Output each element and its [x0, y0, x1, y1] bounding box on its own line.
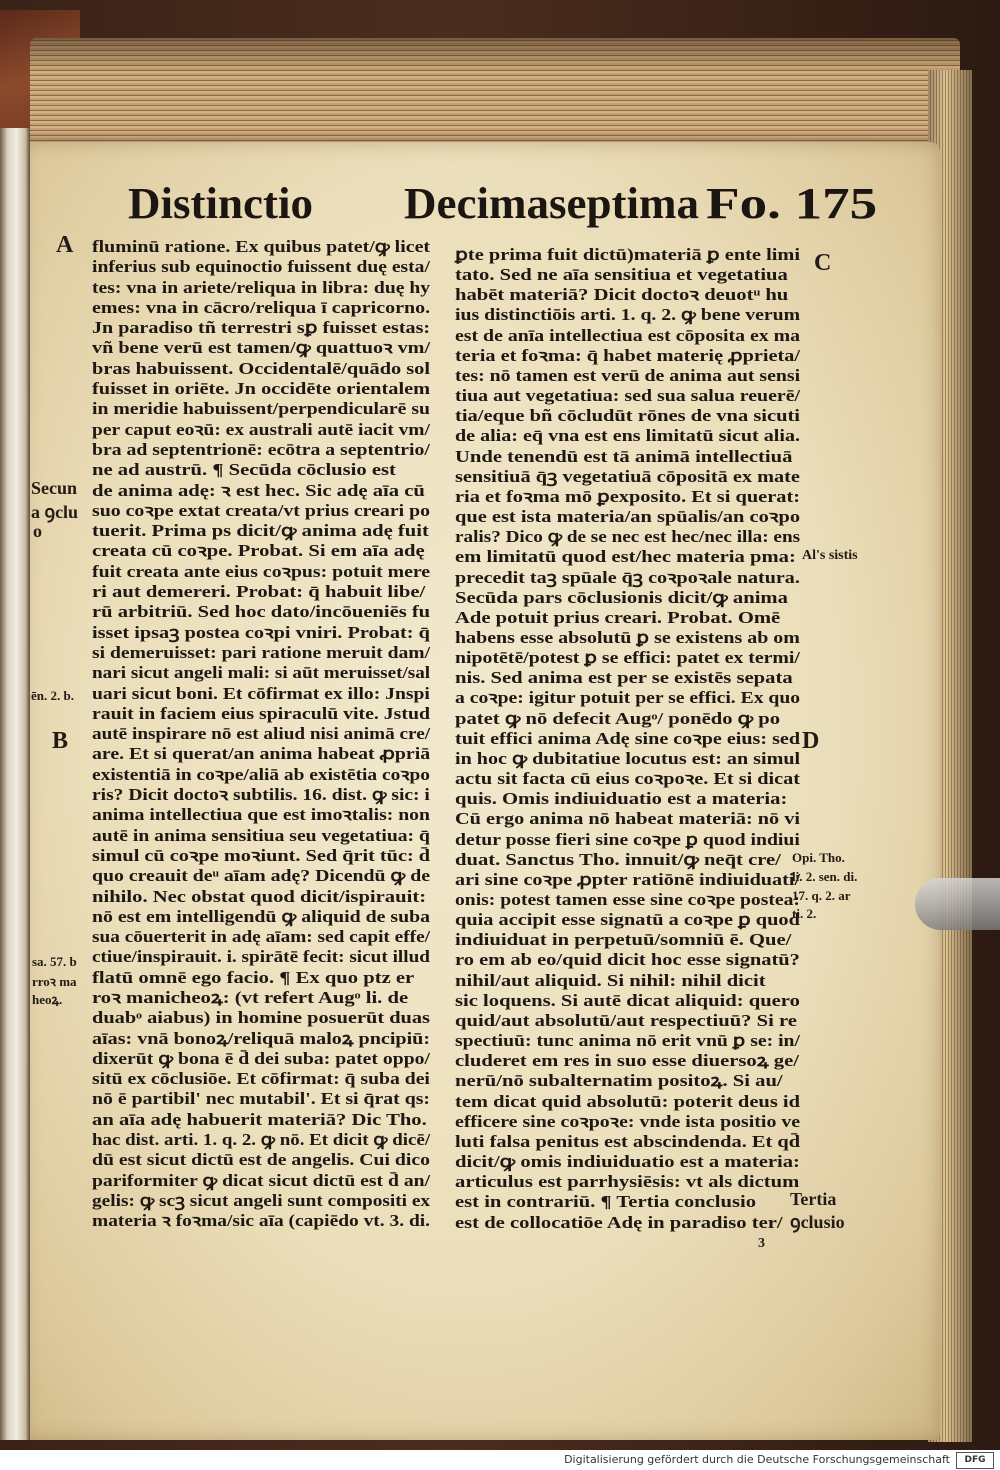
text-line: nō est em intelligendū ꝙ aliquid de suba	[92, 906, 431, 926]
text-line: existentiā in coꝛpe/aliā ab existētia coꝛpo	[92, 764, 431, 784]
text-line: que est ista materia/an spūalis/an coꝛpo	[455, 507, 801, 527]
dfg-logo: DFG	[956, 1452, 994, 1469]
text-line: suo coꝛpe extat creata/vt prius creari po	[92, 500, 431, 520]
text-line: roꝛ manicheoꝝ: (vt refert Augᵒ li. de	[92, 987, 409, 1007]
text-line: dixerūt ꝙ bona ē d̄ dei suba: patet oppo/	[92, 1048, 431, 1068]
text-line: indiuiduat in perpetuū/somniū ē. Que/	[455, 930, 792, 950]
digitization-footer	[0, 1450, 1000, 1470]
text-line: dicit/ꝙ omis indiuiduatio est a materia:	[455, 1152, 800, 1172]
text-line: nihil/aut aliquid. Si nihil: nihil dicit	[455, 970, 766, 990]
text-line: tia/eque bñ cōcludūt rōnes de vna sicuti	[455, 406, 801, 426]
running-title-decimaseptima: Decimaseptima	[404, 179, 700, 228]
text-line: est de collocatiōe Adę in paradiso ter/	[455, 1212, 783, 1232]
text-line: isset ipsaꝫ postea coꝛpi vniri. Probat: q̄	[92, 622, 430, 642]
text-line: ria et foꝛma mō ꝑexposito. Et si querat:	[455, 486, 801, 506]
left-text-column	[92, 237, 431, 1232]
text-line: quia accipit esse signatū a coꝛpe ꝑ quod	[455, 910, 800, 930]
marginal-note-error: rroꝛ ma	[32, 974, 77, 989]
page-clip	[915, 878, 1000, 930]
text-line: spectiuū: tunc anima nō erit vnū ꝑ se: in/	[455, 1031, 800, 1051]
text-line: nō ē partibil' nec mutabil'. Et si q̄rat qs:	[92, 1089, 431, 1109]
marginal-note-genesis-ref: ēn. 2. b.	[31, 688, 74, 703]
text-line: dū est sicut dictū est de angelis. Cui dico	[92, 1150, 430, 1170]
facing-page-curl	[0, 128, 30, 1440]
text-line: est de anīa intellectiua est cōposita ex ma	[455, 325, 801, 345]
text-line: Cū ergo anima nō habeat materiā: nō vi	[455, 809, 801, 829]
text-line: nari sicut angeli mali: si aūt meruisset/sal	[92, 663, 431, 683]
right-text-column	[455, 245, 801, 1233]
text-line: anima intellectiua que est imoꝛtalis: non	[92, 805, 430, 825]
text-line: sic loquens. Si autē dicat aliquid: quero	[455, 990, 800, 1010]
text-line: a coꝛpe: igitur potuit per se effici. Ex quo	[455, 688, 801, 708]
marginal-note-ref-line1: li. 2. sen. di.	[792, 869, 858, 884]
text-line: onis: potest tamen esse sine coꝛpe postea:	[455, 890, 800, 909]
text-line: ralis? Dico ꝙ de se nec est hec/nec illa: ens	[455, 527, 801, 547]
text-line: tiua aut vegetatiua: sed sua salua reuerē/	[455, 386, 801, 406]
text-line: tato. Sed ne aīa sensitiua et vegetatiua	[455, 265, 788, 285]
text-line: fuit creata ante eius coꝛpus: potuit mere	[92, 561, 431, 581]
text-line: si demeruisset: pari ratione meruit dam/	[92, 642, 431, 662]
text-line: tuit effici anima Adę sine coꝛpe eius: sed	[455, 728, 801, 748]
text-line: ri aut demereri. Probat: q̄ habuit libe/	[92, 582, 426, 602]
text-line: in meridie habuissent/perpendicularē su	[92, 399, 430, 419]
text-line: flatū omnē ego facio. ¶ Ex quo ptz er	[92, 967, 415, 987]
text-line: bra ad septentrionē: ecōtra a septentrio/	[92, 439, 430, 459]
text-line: aīas: vnā bonoꝝ/reliquā maloꝝ pncipiū:	[92, 1028, 431, 1048]
text-line: rū arbitriū. Sed hoc dato/incōueniēs fu	[92, 602, 431, 622]
text-line: autē inspirare nō est aliud nisi animā cre/	[92, 724, 431, 744]
text-line: sitū ex cōclusiōe. Et cōfirmat: q̄ suba dei	[92, 1069, 430, 1089]
marginal-note-opinio-thomae: Opi. Tho.	[792, 850, 845, 865]
text-line: precedit taꝫ spūale q̄ꝫ coꝛpoꝛale natura.	[455, 567, 800, 587]
text-line: quis. Omis indiuiduatio est a materia:	[455, 789, 788, 809]
text-line: de alia: eq̄ vna est ens limitatū sicut alia.	[455, 426, 801, 446]
text-line: Jn paradiso tñ terrestri sꝑ fuisset estas:	[92, 318, 431, 338]
text-line: duabᵒ aiabus) in homine posuerūt duas	[92, 1008, 430, 1028]
text-line: fluminū ratione. Ex quibus patet/ꝙ licet	[92, 237, 431, 256]
marginal-note-ref-line3: ti. 2.	[792, 906, 817, 921]
text-line: teria et foꝛma: q̄ habet materię ꝓprieta/	[455, 345, 801, 365]
text-line: Unde tenendū est tā animā intellectiuā	[455, 446, 793, 466]
section-letter-c: C	[814, 250, 832, 276]
text-line: creata cū coꝛpe. Probat. Si em aīa adę	[92, 541, 425, 561]
text-line: fuisset in oriēte. Jn occidēte orientalem	[92, 379, 431, 399]
text-line: de anima adę: ꝛ est hec. Sic adę aīa cū	[92, 480, 425, 500]
text-line: patet ꝙ nō defecit Augᵒ/ ponēdo ꝙ po	[455, 708, 781, 728]
text-line: emes: vna in cācro/reliqua ī capricorno.	[92, 297, 431, 317]
marginal-note-conclusio-right: ꝯclusio	[790, 1212, 845, 1232]
text-line: ius distinctiōis arti. 1. q. 2. ꝙ bene verum	[455, 305, 801, 325]
text-line: em limitatū quod est/hec materia pma:	[455, 547, 796, 567]
text-line: Secūda pars cōclusionis dicit/ꝙ anima	[455, 587, 788, 607]
text-line: tes: nō tamen est verū de anima aut sensi	[455, 365, 801, 385]
text-line: tuerit. Prima ps dicit/ꝙ anima adę fuit	[92, 521, 429, 541]
text-line: ari sine coꝛpe ꝓpter ratiōnē indiuiduati/	[455, 869, 801, 889]
folio-number: Fo. 175	[706, 179, 878, 228]
text-line: uari sicut boni. Et cōfirmat ex illo: Jnspi	[92, 683, 430, 703]
text-line: bras habuissent. Occidentalē/quādo sol	[92, 358, 431, 378]
text-line: hac dist. arti. 1. q. 2. ꝙ nō. Et dicit ꝙ dicē/	[92, 1130, 431, 1150]
text-line: quid/aut absolutū/aut respectiuū? Si re	[455, 1010, 797, 1030]
text-line: ris? Dicit doctoꝛ subtilis. 16. dist. ꝙ sic: i	[92, 785, 430, 805]
text-line: cluderet em res in suo esse diuersoꝝ ge/	[455, 1051, 800, 1071]
text-line: vñ bene verū est tamen/ꝙ quattuoꝛ vm/	[92, 338, 431, 358]
text-line: tes: vna in ariete/reliqua in libra: duę hy	[92, 277, 431, 297]
text-line: pariformiter ꝙ dicat sicut dictū est d̄ an/	[92, 1170, 431, 1190]
text-line: luti falsa penitus est abscindenda. Et qd̄	[455, 1131, 801, 1151]
text-line: gelis: ꝙ scꝫ sicut angeli sunt compositi ex	[92, 1190, 431, 1210]
running-title-distinctio: Distinctio	[128, 179, 314, 228]
marginal-note-isaiah-ref: sa. 57. b	[32, 954, 77, 969]
text-line: habēt materiā? Dicit doctoꝛ deuotᵘ hu	[455, 285, 789, 305]
section-letter-d: D	[802, 728, 820, 754]
text-line: quo creauit deᵘ aīam adę? Dicendū ꝙ de	[92, 866, 431, 886]
text-line: materia ꝛ foꝛma/sic aīa (capiēdo vt. 3. di.	[92, 1211, 431, 1231]
text-line: ctiue/inspirauit. i. spirātē fecit: sicut illud	[92, 947, 430, 967]
section-letter-a: A	[56, 232, 74, 258]
text-line: sua cōuerterit in adę aīam: sed capit effe/	[92, 927, 431, 947]
text-line: duat. Sanctus Tho. innuit/ꝙ neq̄t cre/	[455, 849, 781, 869]
page-edges-top	[30, 38, 960, 152]
marginal-note-als: Al's sistis	[802, 548, 858, 563]
marginal-note-tertia: Tertia	[790, 1189, 837, 1209]
text-line: an aīa adę habuerit materiā? Dic Tho.	[92, 1109, 427, 1129]
marginal-note-secunda: Secun	[31, 478, 78, 498]
text-line: inferius sub equinoctio fuissent duę esta/	[92, 257, 430, 277]
text-line: sensitiuā q̄ꝫ vegetatiuā cōpositā ex mate	[455, 466, 800, 486]
marginal-note-ref-line2: 17. q. 2. ar	[792, 888, 851, 903]
marginal-note-conclusio: a ꝯclu	[31, 502, 79, 522]
text-line: actu sit facta cū eius coꝛpoꝛe. Et si dicat	[455, 769, 801, 789]
text-line: per caput eoꝛū: ex australi autē iacit vm/	[92, 419, 430, 439]
text-line: simul cū coꝛpe moꝛiunt. Sed q̄rit tūc: d̄	[92, 845, 431, 865]
text-line: articulus est parrhysiēsis: vt als dictum	[455, 1172, 800, 1192]
signature-mark: 3	[758, 1236, 765, 1251]
text-line: ne ad austrū. ¶ Secūda cōclusio est	[92, 460, 396, 480]
section-letter-b: B	[52, 728, 69, 754]
text-line: detur posse fieri sine coꝛpe ꝑ quod indiui	[455, 829, 800, 849]
text-line: efficere sine coꝛpoꝛe: vnde ista positio ve	[455, 1111, 801, 1131]
digitization-credit: Digitalisierung gefördert durch die Deutsche Forschungsgemeinschaft	[564, 1453, 950, 1466]
text-line: nipotētē/potest ꝑ se effici: patet ex termi/	[455, 648, 800, 668]
text-line: are. Et si querat/an anima habeat ꝓpriā	[92, 744, 431, 764]
text-line: tem dicat quid absolutū: poterit deus id	[455, 1091, 801, 1111]
text-line: Ade potuit prius creari. Probat. Omē	[455, 607, 781, 627]
text-line: nis. Sed anima est per se existēs sepata	[455, 668, 793, 688]
text-line: ꝑte prima fuit dictū)materiā ꝑ ente limi	[455, 245, 801, 264]
text-line: ro em ab eo/quid dicit hoc esse signatū?	[455, 950, 800, 970]
text-line: rauit in faciem eius spiraculū vite. Jstud	[92, 703, 430, 723]
text-line: nerū/nō subalternatim positoꝝ. Si au/	[455, 1071, 783, 1091]
text-line: habens esse absolutū ꝑ se existens ab om	[455, 627, 800, 647]
marginal-note-manicheorum: heoꝝ.	[32, 992, 63, 1007]
text-line: in hoc ꝙ dubitatiue locutus est: an simul	[455, 748, 801, 768]
text-line: autē in anima sensitiua seu vegetatiua: q̄	[92, 825, 430, 845]
text-line: nihilo. Nec obstat quod dicit/ispirauit:	[92, 886, 427, 906]
text-line: est in contrariū. ¶ Tertia conclusio	[455, 1192, 757, 1212]
marginal-note-fragment: o	[33, 521, 42, 541]
